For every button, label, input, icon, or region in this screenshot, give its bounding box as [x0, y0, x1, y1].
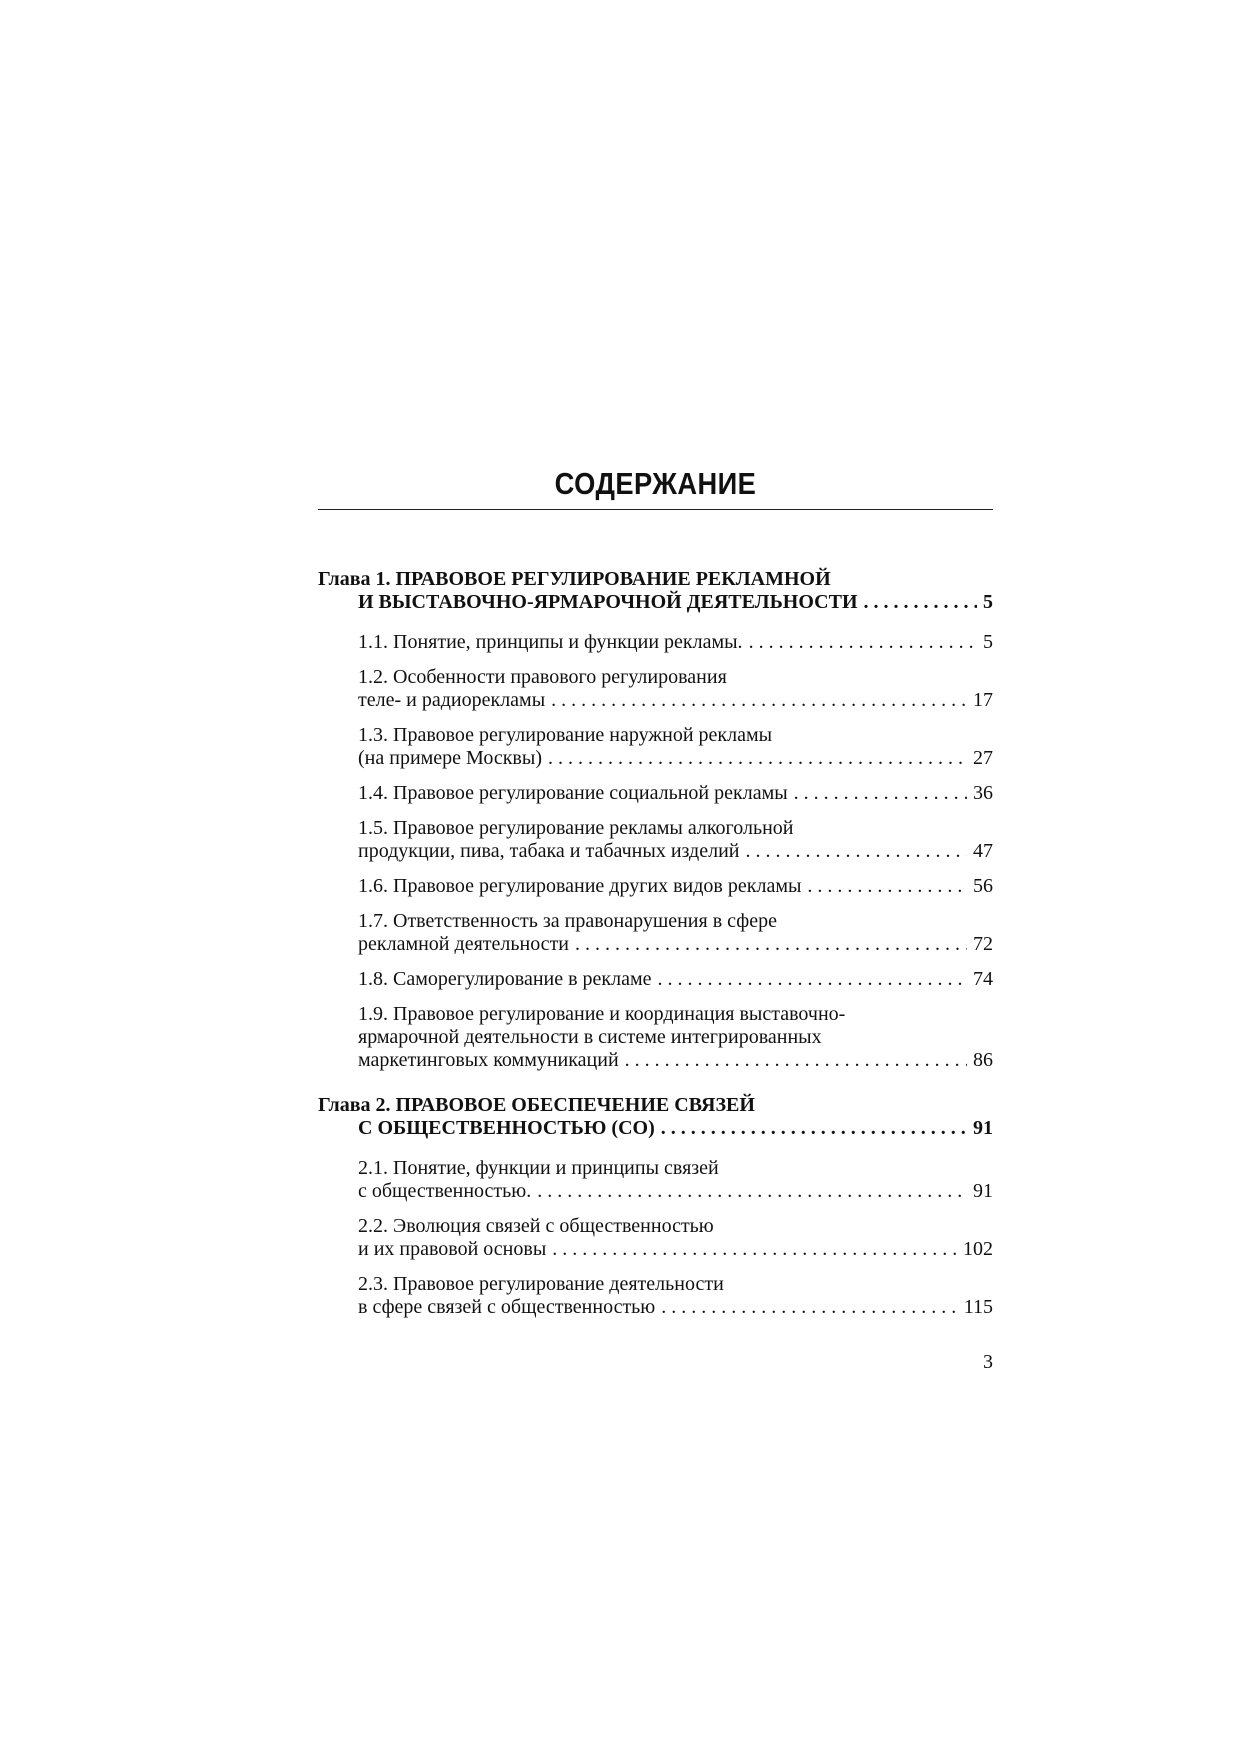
section-title: 2.3. Правовое регулирование деятельности — [358, 1273, 724, 1295]
page-ref: 72 — [973, 933, 993, 955]
page-ref: 102 — [963, 1238, 993, 1260]
page-ref: 115 — [963, 1296, 993, 1318]
page-ref: 74 — [973, 968, 993, 990]
section-title: теле- и радиорекламы — [358, 689, 546, 711]
chapter-2-heading[interactable] — [318, 1094, 993, 1140]
chapter-title-line: С ОБЩЕСТВЕННОСТЬЮ (СО) — [358, 1117, 655, 1139]
section-title: 1.4. Правовое регулирование социальной рекламы — [358, 782, 788, 804]
section-title: 1.1. Понятие, принципы и функции рекламы. — [358, 631, 743, 653]
section-title: (на примере Москвы) — [358, 747, 542, 769]
dot-leader — [794, 782, 967, 805]
section-title: 1.6. Правовое регулирование других видов рекламы — [358, 875, 802, 897]
page-number: 3 — [983, 1351, 993, 1373]
section-title: 2.2. Эволюция связей с общественностью — [358, 1215, 714, 1237]
chapter-title-entry — [318, 591, 993, 614]
chapter-title-entry — [318, 1117, 993, 1140]
section-title: 1.9. Правовое регулирование и координация выставочно- — [358, 1003, 846, 1025]
chapter-1-heading[interactable] — [318, 568, 993, 614]
dot-leader — [548, 747, 967, 770]
toc-section-1-8[interactable] — [318, 968, 993, 991]
table-of-contents — [318, 568, 993, 1331]
dot-leader — [749, 631, 977, 654]
page-ref: 86 — [973, 1049, 993, 1071]
page-ref: 5 — [983, 631, 993, 653]
toc-section-1-1[interactable] — [318, 631, 993, 654]
toc-section-2-2[interactable] — [318, 1215, 993, 1261]
dot-leader — [746, 840, 968, 863]
dot-leader — [551, 689, 967, 712]
page-ref: 56 — [973, 875, 993, 897]
toc-section-1-4[interactable] — [318, 782, 993, 805]
toc-section-1-3[interactable] — [318, 724, 993, 770]
section-title: с общественностью. — [358, 1180, 532, 1202]
page-title: СОДЕРЖАНИЕ — [554, 466, 757, 501]
chapter-title-line: И ВЫСТАВОЧНО-ЯРМАРОЧНОЙ ДЕЯТЕЛЬНОСТИ — [358, 591, 858, 613]
dot-leader — [658, 968, 967, 991]
toc-section-1-6[interactable] — [318, 875, 993, 898]
section-title: продукции, пива, табака и табачных изделий — [358, 840, 740, 862]
dot-leader — [864, 591, 977, 614]
section-title: маркетинговых коммуникаций — [358, 1049, 619, 1071]
page-ref: 5 — [983, 591, 993, 613]
toc-section-2-3[interactable] — [318, 1273, 993, 1319]
page-ref: 47 — [973, 840, 993, 862]
page-ref: 27 — [973, 747, 993, 769]
section-title: в сфере связей с общественностью — [358, 1296, 656, 1318]
section-title: 1.5. Правовое регулирование рекламы алкогольной — [358, 817, 794, 839]
section-title: и их правовой основы — [358, 1238, 547, 1260]
section-title: рекламной деятельности — [358, 933, 570, 955]
section-title: ярмарочной деятельности в системе интегрированных — [358, 1026, 822, 1048]
section-title: 1.3. Правовое регулирование наружной рекламы — [358, 724, 773, 746]
section-title: 1.2. Особенности правового регулирования — [358, 666, 727, 688]
page-ref: 91 — [973, 1117, 993, 1139]
toc-section-1-5[interactable] — [318, 817, 993, 863]
section-title: 1.8. Саморегулирование в рекламе — [358, 968, 652, 990]
toc-section-1-2[interactable] — [318, 666, 993, 712]
page-ref: 91 — [973, 1180, 993, 1202]
toc-section-2-1[interactable] — [318, 1157, 993, 1203]
chapter-title-line: Глава 1. ПРАВОВОЕ РЕГУЛИРОВАНИЕ РЕКЛАМНОЙ — [318, 568, 831, 590]
toc-section-1-9[interactable] — [318, 1003, 993, 1072]
page-ref: 17 — [973, 689, 993, 711]
dot-leader — [807, 875, 967, 898]
dot-leader — [552, 1238, 957, 1261]
dot-leader — [661, 1296, 957, 1319]
dot-leader — [575, 933, 967, 956]
title-divider — [318, 509, 993, 510]
dot-leader — [625, 1049, 967, 1072]
section-title: 2.1. Понятие, функции и принципы связей — [358, 1157, 719, 1179]
section-title: 1.7. Ответственность за правонарушения в сфере — [358, 910, 777, 932]
page-ref: 36 — [973, 782, 993, 804]
toc-section-1-7[interactable] — [318, 910, 993, 956]
dot-leader — [661, 1117, 967, 1140]
chapter-title-line: Глава 2. ПРАВОВОЕ ОБЕСПЕЧЕНИЕ СВЯЗЕЙ — [318, 1094, 755, 1116]
dot-leader — [537, 1180, 967, 1203]
